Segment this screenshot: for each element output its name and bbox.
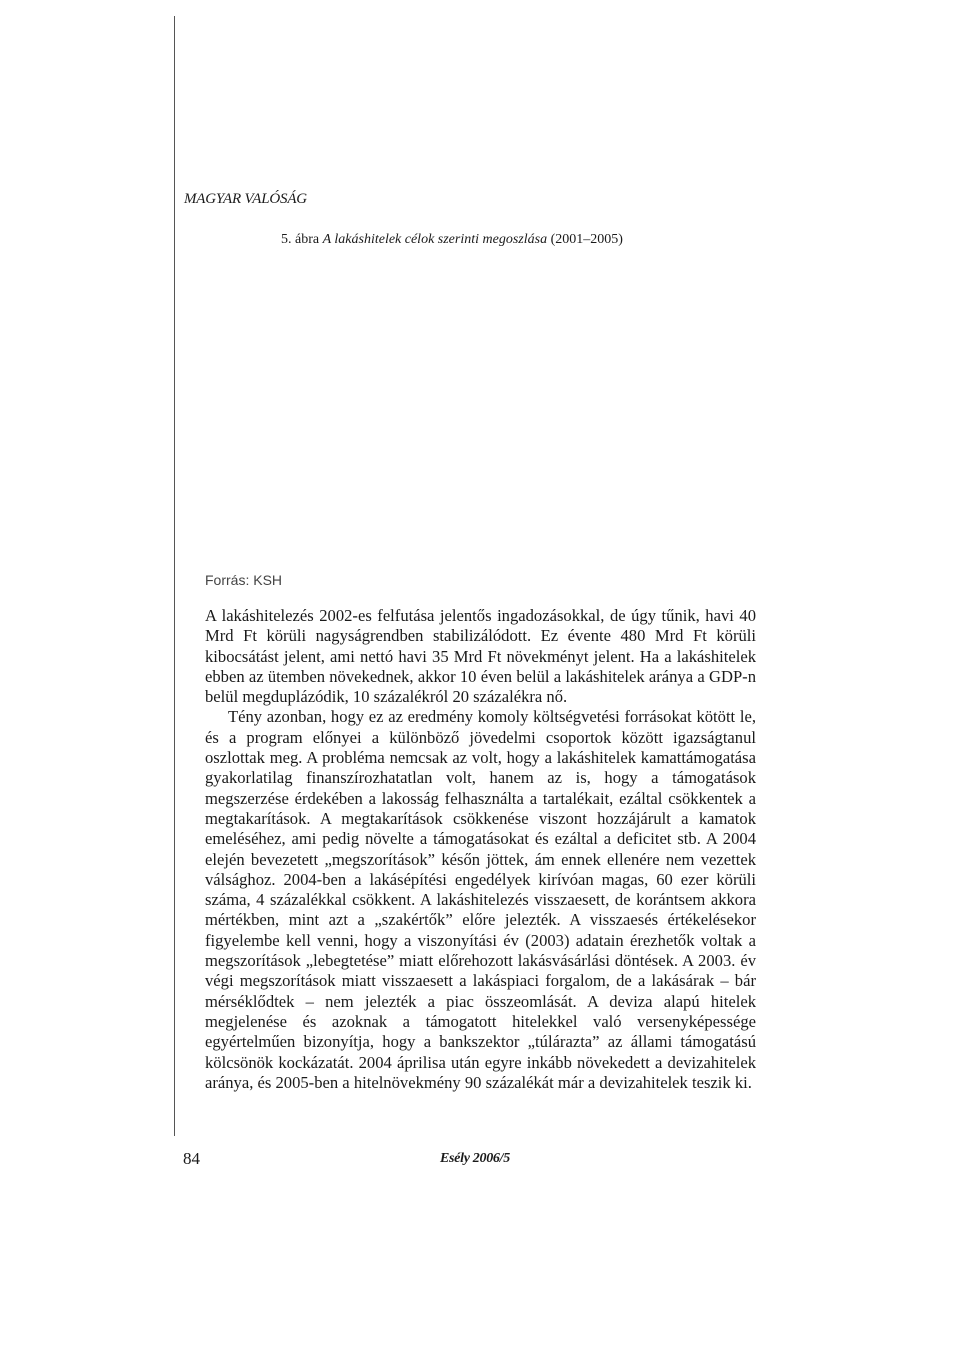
paragraph-2: Tény azonban, hogy ez az eredmény komoly költségvetési forrásokat kötött le, és a program előnyei a különböző jövedelmi csoportok között igazságtanul oszlottak meg. A probléma nemcsak az volt, hogy a lakáshitelek kamattámogatása gyakorlatilag finanszírozhatatlan volt, hanem az is, hogy a támogatások megszerzése érdekében a lakosság felhasználta a tartalékait, ezáltal csökkentek a megtakarítások. A megtakarítások csökkenése viszont hozzájárult a kamatok emeléséhez, ami pedig növelte a támogatásokat és ezáltal a deficitet stb. A 2004 elején bevezetett „megszorítások” későn jöttek, ám ennek ellenére nem vezettek válsághoz. 2004-ben a lakásépítési engedélyek kirívóan magas, 60 ezer körüli száma, 4 százalékkal csökkent. A lakáshitelezés visszaesett, de korántsem akkora mértékben, mint azt a „szakértők” előre jelezték. A visszaesés értékelésekor figyelembe kell venni, hogy a viszonyítási év (2003) adatain érezhetők voltak a megszorítások „lebegtetése” miatt előrehozott lakásvásárlási döntések. A 2003. év végi megszorítások miatt visszaesett a lakáspiaci forgalom, de a lakásárak – bár mérséklődtek – nem jelezték a piac összeomlását. A deviza alapú hitelek megjelenése és azoknak a támogatott hitelekkel való versenyképessége egyértelműen bizonyítja, hogy a bankszektor „túlárazta” az állami támogatású kölcsönök kockázatát. 2004 áprilisa után egyre inkább növekedett a devizahitelek aránya, és 2005-ben a hitelnövekmény 90 százalékát már a devizahitelek teszik ki. <box>205 707 756 1092</box>
journal-footer: Esély 2006/5 <box>440 1151 510 1166</box>
running-head: MAGYAR VALÓSÁG <box>184 191 307 207</box>
figure-caption <box>281 232 721 248</box>
figure-number: 5. ábra <box>281 232 320 247</box>
figure-years: (2001–2005) <box>550 232 623 247</box>
figure-area <box>205 262 757 562</box>
page-number: 84 <box>183 1149 200 1168</box>
figure-source: Forrás: KSH <box>205 572 283 588</box>
margin-rule <box>174 16 175 1136</box>
paragraph-1: A lakáshitelezés 2002-es felfutása jelentős ingadozásokkal, de úgy tűnik, havi 40 Mrd Ft körüli nagyságrendben stabilizálódott. Ez évente 480 Mrd Ft körüli kibocsátást jelent, ami nettó havi 35 Mrd Ft növekményt jelent. Ha a lakáshitelek ebben az ütemben növekednek, akkor 10 éven belül a lakáshitelek aránya a GDP-n belül megduplázódik, 10 százalékról 20 százalékra nő. <box>205 606 756 707</box>
figure-title: A lakáshitelek célok szerinti megoszlása <box>322 232 548 247</box>
body-text <box>205 606 756 1093</box>
